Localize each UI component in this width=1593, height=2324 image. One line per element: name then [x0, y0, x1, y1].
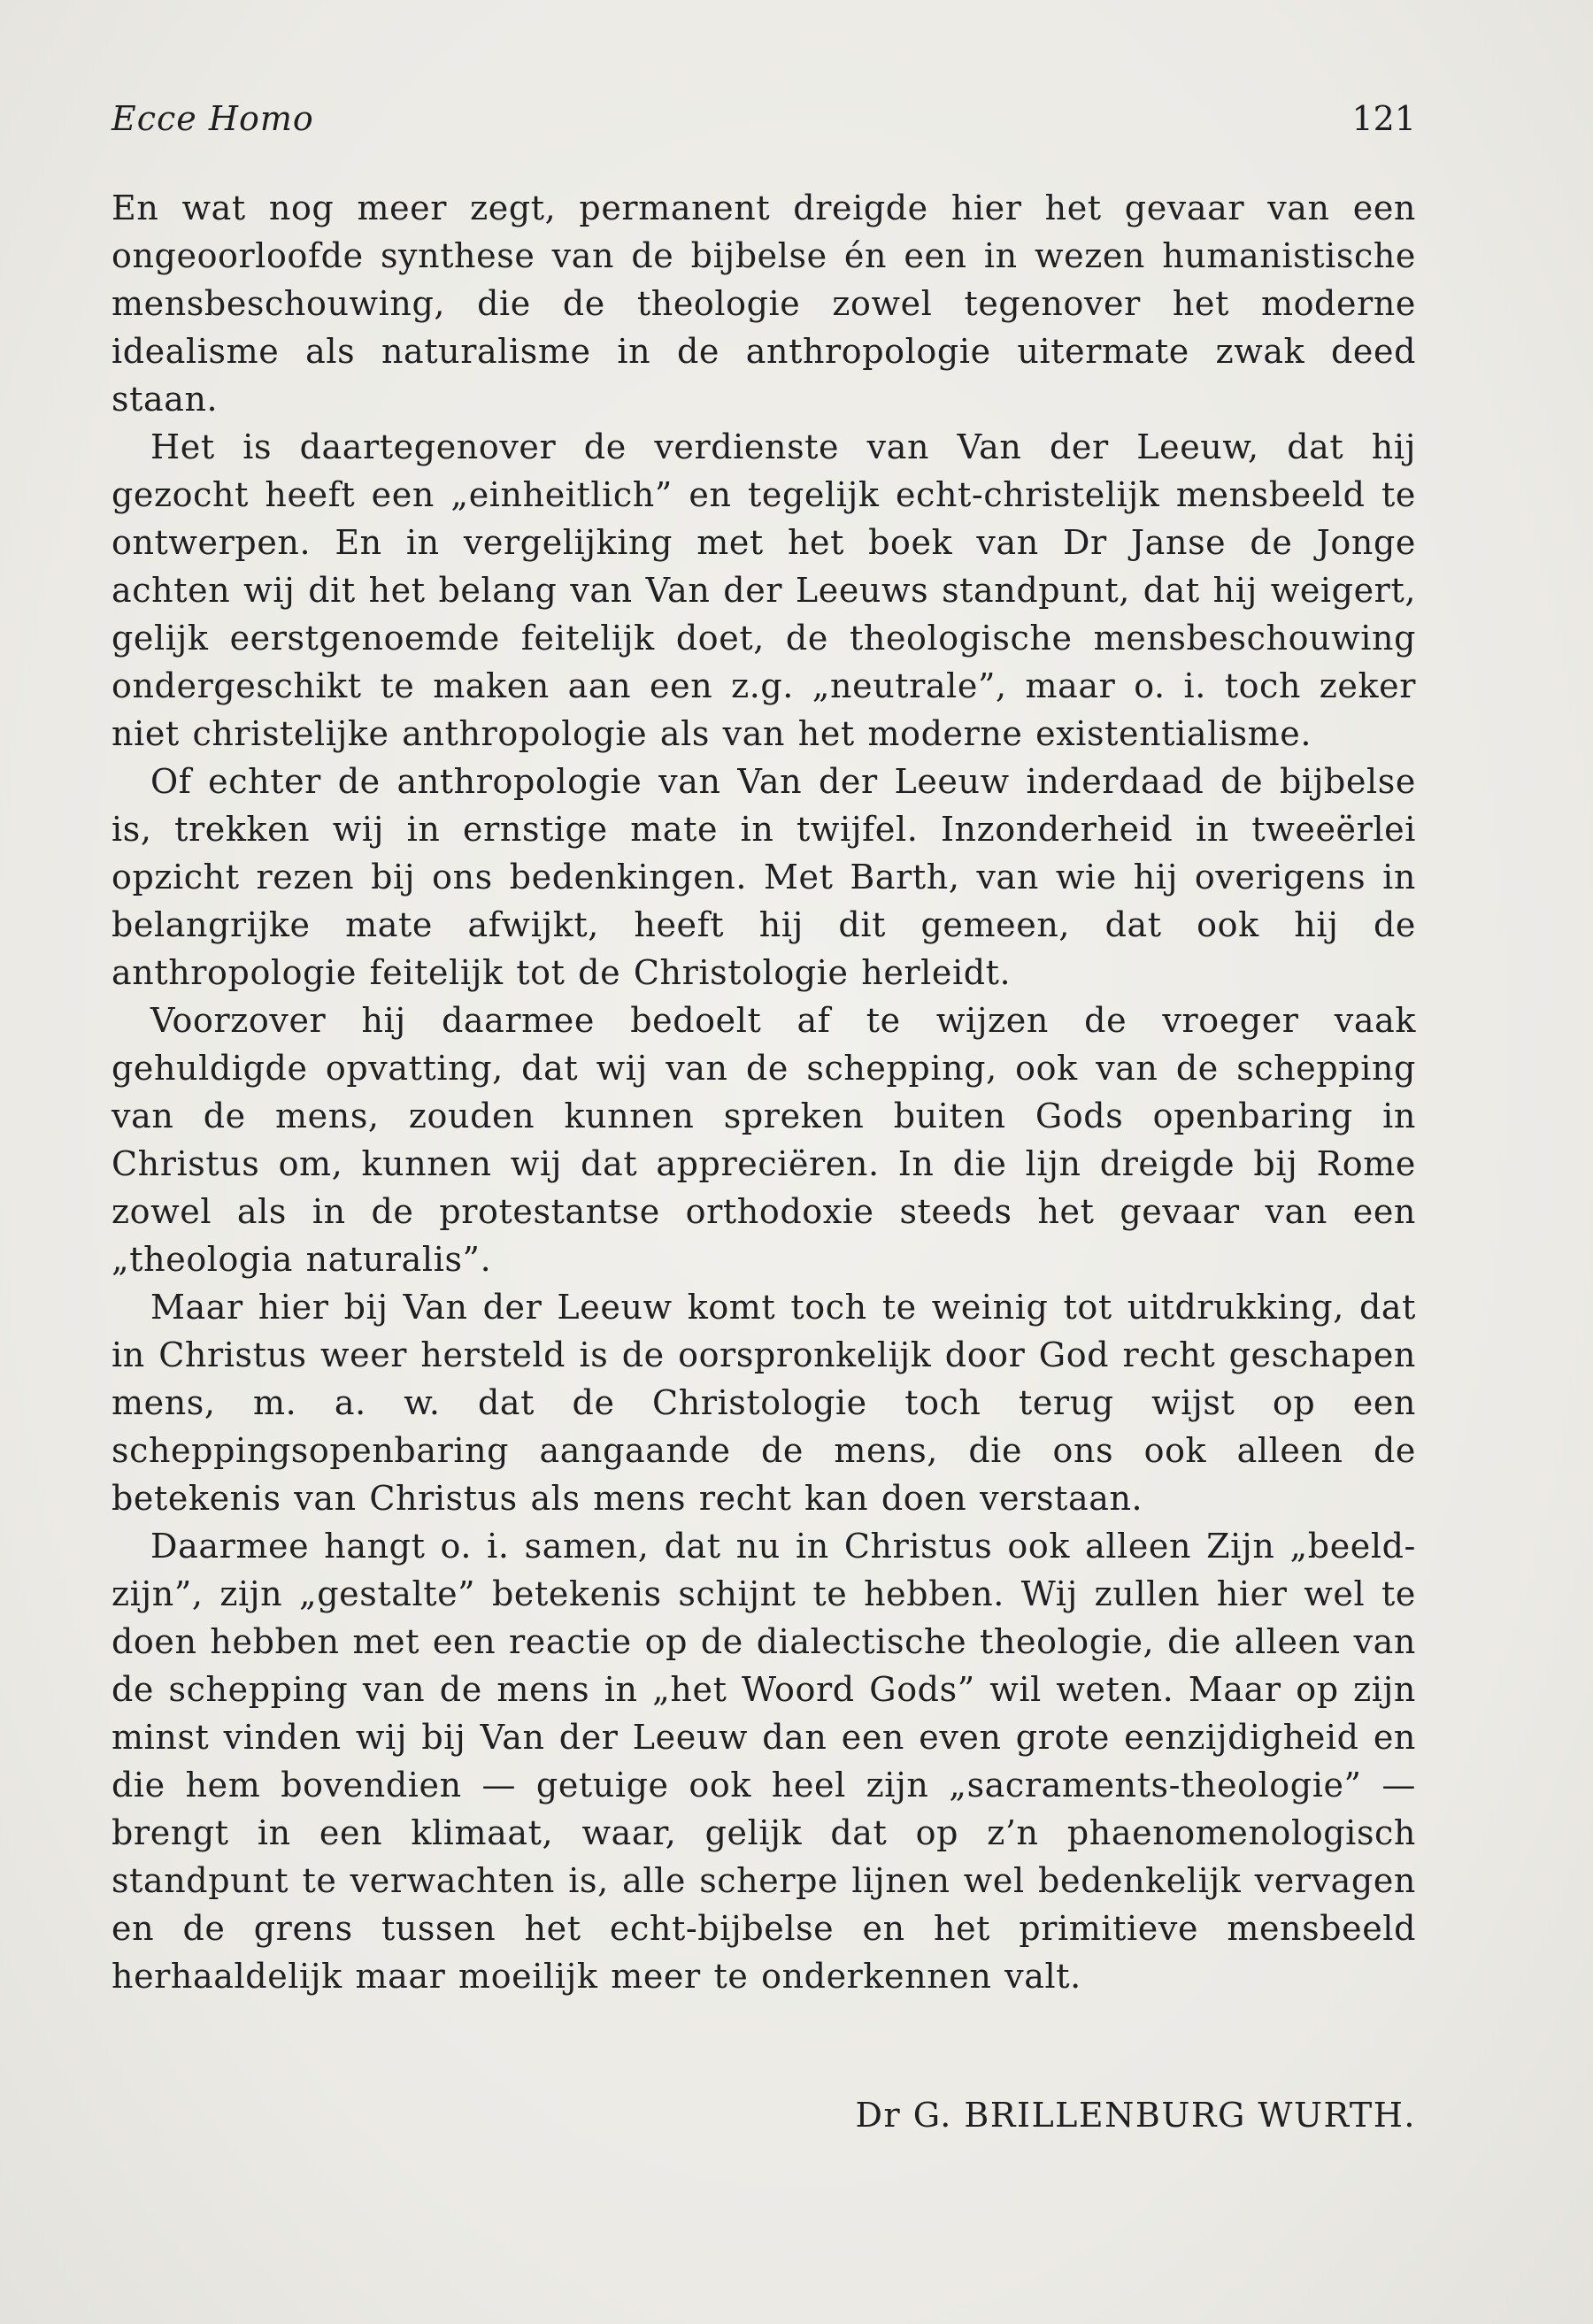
- paragraph: Het is daartegenover de verdienste van Van der Leeuw, dat hij gezocht heeft een „einheitlich” en tegelijk echt-christelijk mensbeeld te ontwerpen. En in vergelijking met het boek van Dr Janse de Jonge achten wij dit het belang van Van der Leeuws standpunt, dat hij weigert, gelijk eerstgenoemde feitelijk doet, de theologische mensbeschouwing ondergeschikt te maken aan een z.g. „neutrale”, maar o. i. toch zeker niet christelijke anthropologie als van het moderne existentialisme.: [112, 427, 1416, 753]
- running-title: Ecce Homo: [112, 99, 314, 138]
- body-text: [112, 184, 1416, 2000]
- paragraph: Voorzover hij daarmee bedoelt af te wijzen de vroeger vaak gehuldigde opvatting, dat wij van de schepping, ook van de schepping van de mens, zouden kunnen spreken buiten Gods openbaring in Christus om, kunnen wij dat appreciëren. In die lijn dreigde bij Rome zowel als in de protestantse orthodoxie steeds het gevaar van een „theologia naturalis”.: [112, 1001, 1416, 1279]
- paragraph: Maar hier bij Van der Leeuw komt toch te weinig tot uitdrukking, dat in Christus weer hersteld is de oorspronkelijk door God recht geschapen mens, m. a. w. dat de Christologie toch terug wijst op een scheppingsopenbaring aangaande de mens, die ons ook alleen de betekenis van Christus als mens recht kan doen verstaan.: [112, 1288, 1416, 1518]
- page-header: [112, 99, 1416, 152]
- paragraph: En wat nog meer zegt, permanent dreigde hier het gevaar van een ongeoorloofde synthese van de bijbelse én een in wezen humanistische mensbeschouwing, die de theologie zowel tegenover het moderne idealisme als naturalisme in de anthropologie uitermate zwak deed staan.: [112, 189, 1416, 419]
- paragraph: Daarmee hangt o. i. samen, dat nu in Christus ook alleen Zijn „beeld-zijn”, zijn „gestalte” betekenis schijnt te hebben. Wij zullen hier wel te doen hebben met een reactie op de dialectische theologie, die alleen van de schepping van de mens in „het Woord Gods” wil weten. Maar op zijn minst vinden wij bij Van der Leeuw dan een even grote eenzijdigheid en die hem bovendien — getuige ook heel zijn „sacraments-theologie” — brengt in een klimaat, waar, gelijk dat op z’n phaenomenologisch standpunt te verwachten is, alle scherpe lijnen wel bedenkelijk vervagen en de grens tussen het echt-bijbelse en het primitieve mensbeeld herhaaldelijk maar moeilijk meer te onderkennen valt.: [112, 1527, 1416, 1996]
- paragraph: Of echter de anthropologie van Van der Leeuw inderdaad de bijbelse is, trekken wij in ernstige mate in twijfel. Inzonderheid in tweeërlei opzicht rezen bij ons bedenkingen. Met Barth, van wie hij overigens in belangrijke mate afwijkt, heeft hij dit gemeen, dat ook hij de anthropologie feitelijk tot de Christologie herleidt.: [112, 762, 1416, 992]
- page-number: 121: [1351, 99, 1416, 138]
- author-signature: Dr G. BRILLENBURG WURTH.: [855, 2096, 1416, 2135]
